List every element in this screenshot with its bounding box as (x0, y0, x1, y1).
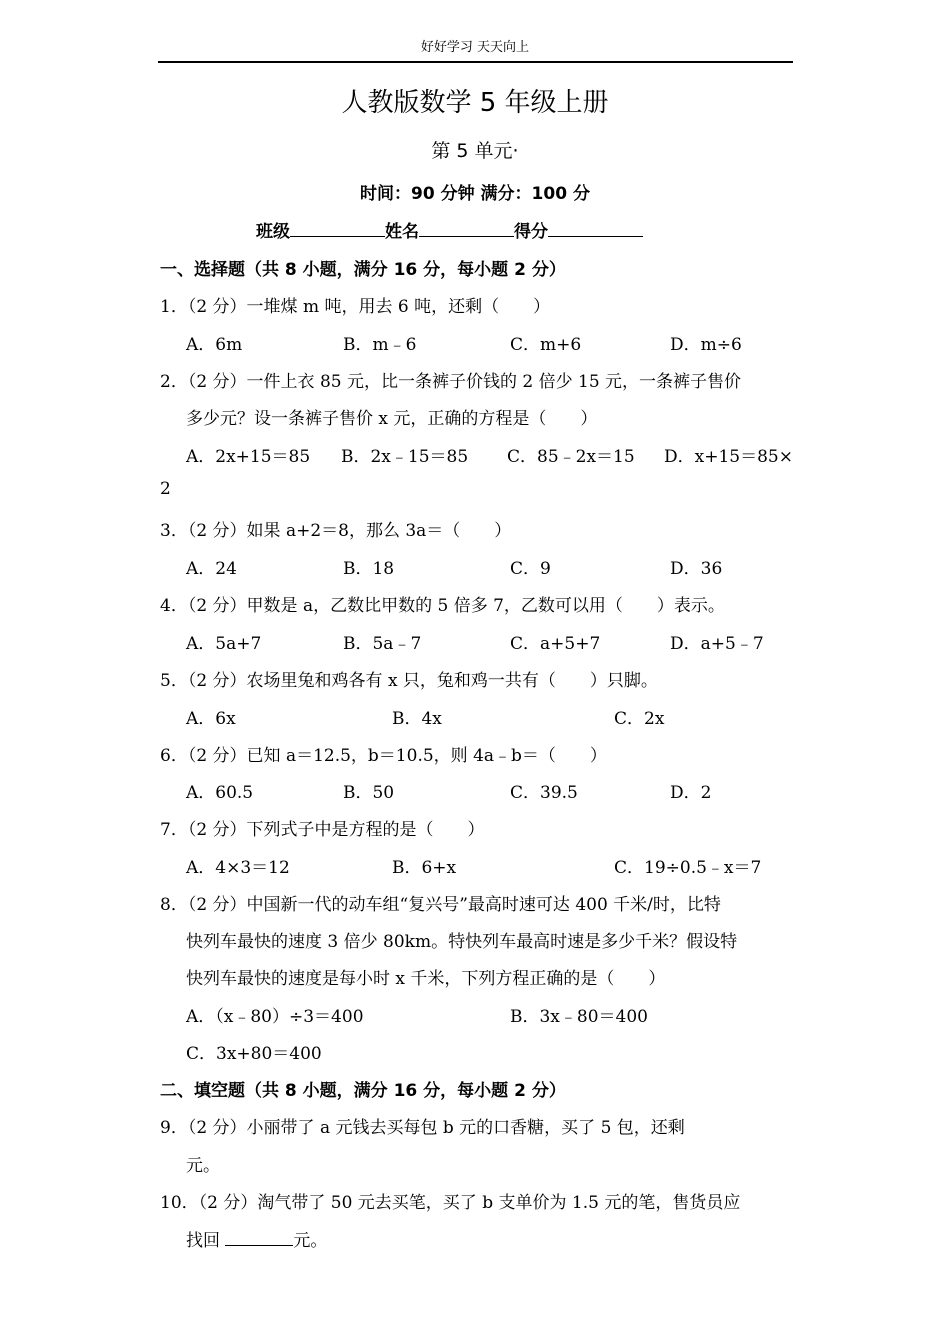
question-stem: 2．（2 分）一件上衣 85 元，比一条裤子价钱的 2 倍少 15 元，一条裤子售价 (160, 372, 742, 392)
option-b: B．18 (343, 559, 395, 579)
score-label: 得分 (514, 222, 548, 242)
option-d: D．36 (670, 559, 723, 579)
exam-meta: 时间：90 分钟 满分：100 分 (360, 184, 590, 204)
page-title: 人教版数学 5 年级上册 (341, 88, 609, 118)
option-a: A．（x﹣80）÷3＝400 (186, 1007, 364, 1027)
option-a: A．5a+7 (186, 634, 262, 654)
option-c: C．9 (510, 559, 551, 579)
option-b: B．50 (343, 783, 395, 803)
page-header: 好好学习 天天向上 (420, 40, 530, 55)
option-d: D．m÷6 (670, 335, 742, 355)
option-a: A．4×3＝12 (186, 858, 290, 878)
option-c: C．m+6 (510, 335, 582, 355)
option-a: A．24 (186, 559, 237, 579)
header-divider (158, 61, 793, 63)
question-stem: 7．（2 分）下列式子中是方程的是（ ） (160, 820, 485, 840)
option-b: B．3x﹣80＝400 (510, 1007, 648, 1027)
question-stem: 6．（2 分）已知 a＝12.5，b＝10.5，则 4a﹣b＝（ ） (160, 746, 607, 766)
option-d: D．2 (670, 783, 712, 803)
option-b: B．m﹣6 (343, 335, 417, 355)
option-d-wrap: 2 (160, 479, 171, 499)
option-d: D．a+5﹣7 (670, 634, 764, 654)
option-c: C．85﹣2x＝15 (507, 447, 635, 467)
question-stem: 1．（2 分）一堆煤 m 吨，用去 6 吨，还剩（ ） (160, 297, 551, 317)
question-stem-cont: 快列车最快的速度是每小时 x 千米，下列方程正确的是（ ） (186, 969, 666, 989)
option-c: C．2x (614, 709, 665, 729)
question-stem: 10．（2 分）淘气带了 50 元去买笔，买了 b 支单价为 1.5 元的笔，售货员应 (160, 1193, 741, 1213)
answer-prefix: 找回 (186, 1231, 226, 1251)
class-label: 班级 (256, 222, 290, 242)
answer-suffix: 元。 (293, 1231, 328, 1251)
name-label: 姓名 (385, 222, 419, 242)
name-blank[interactable] (419, 220, 514, 237)
section-heading-choice: 一、选择题（共 8 小题，满分 16 分，每小题 2 分） (160, 260, 566, 280)
option-c: C．3x+80＝400 (186, 1044, 322, 1064)
score-blank[interactable] (548, 220, 643, 237)
question-stem-cont: 快列车最快的速度 3 倍少 80km。特快列车最高时速是多少千米？假设特 (186, 932, 738, 952)
unit-subtitle: 第 5 单元· (431, 140, 519, 162)
option-a: A．6m (186, 335, 243, 355)
option-b: B．4x (392, 709, 442, 729)
option-a: A．6x (186, 709, 236, 729)
question-stem: 8．（2 分）中国新一代的动车组“复兴号”最高时速可达 400 千米/时，比特 (160, 895, 721, 915)
question-stem-cont: 元。 (186, 1156, 220, 1176)
question-stem-cont (186, 1226, 327, 1251)
option-a: A．2x+15＝85 (186, 447, 311, 467)
option-c: C．a+5+7 (510, 634, 601, 654)
question-stem: 3．（2 分）如果 a+2＝8，那么 3a＝（ ） (160, 521, 512, 541)
question-stem: 4．（2 分）甲数是 a，乙数比甲数的 5 倍多 7，乙数可以用（ ）表示。 (160, 596, 725, 616)
question-stem: 5．（2 分）农场里兔和鸡各有 x 只，兔和鸡一共有（ ）只脚。 (160, 671, 658, 691)
student-info-fields (256, 217, 643, 242)
option-a: A．60.5 (186, 783, 254, 803)
option-b: B．2x﹣15＝85 (341, 447, 469, 467)
option-b: B．5a﹣7 (343, 634, 422, 654)
option-b: B．6+x (392, 858, 457, 878)
option-c: C．39.5 (510, 783, 578, 803)
option-d: D．x+15＝85× (664, 447, 793, 467)
question-stem-cont: 多少元？设一条裤子售价 x 元，正确的方程是（ ） (186, 409, 598, 429)
question-stem: 9．（2 分）小丽带了 a 元钱去买每包 b 元的口香糖，买了 5 包，还剩 (160, 1118, 685, 1138)
section-heading-fill: 二、填空题（共 8 小题，满分 16 分，每小题 2 分） (160, 1081, 566, 1101)
class-blank[interactable] (290, 220, 385, 237)
answer-blank[interactable] (225, 1229, 293, 1246)
option-c: C．19÷0.5﹣x＝7 (614, 858, 762, 878)
